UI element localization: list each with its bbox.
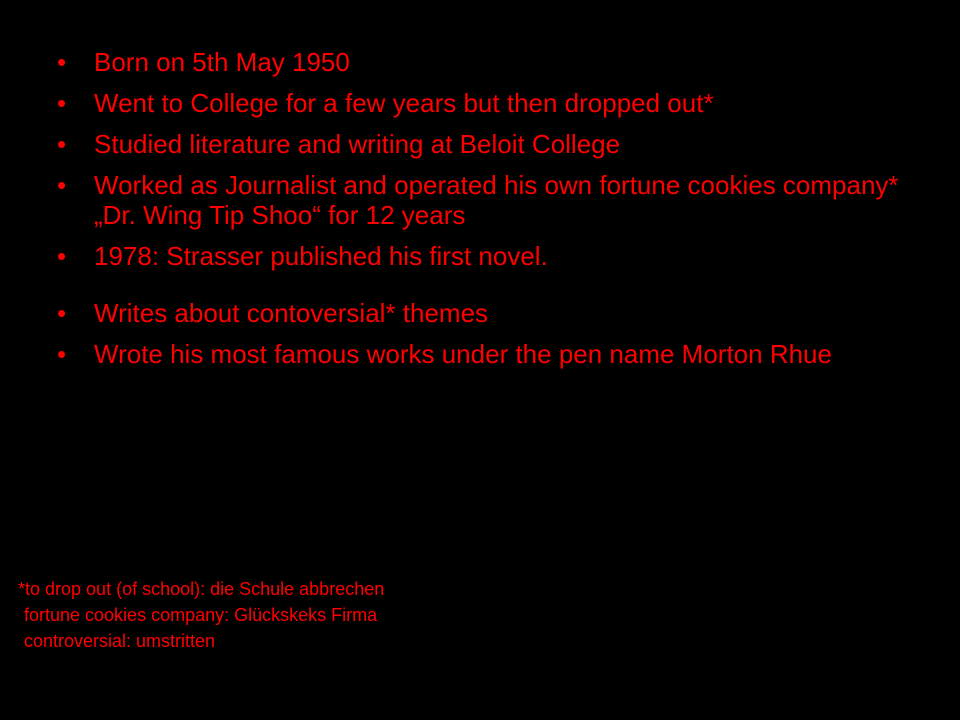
bullet-icon: • — [57, 298, 67, 328]
bullet-item-first-novel — [0, 241, 960, 271]
bullet-text: 1978: Strasser published his first novel. — [94, 241, 548, 271]
bullet-text: Writes about contoversial* themes — [94, 298, 489, 328]
bullet-icon: • — [57, 339, 67, 369]
bullet-text: Born on 5th May 1950 — [94, 47, 350, 77]
bullet-icon: • — [57, 47, 67, 77]
bullet-text: Wrote his most famous works under the pen name Morton Rhue — [94, 339, 832, 369]
footnotes — [18, 576, 384, 654]
bullet-item-college — [0, 88, 960, 118]
bullet-icon: • — [57, 170, 67, 200]
bullet-text: Studied literature and writing at Beloit College — [94, 129, 621, 159]
footnote-controversial: controversial: umstritten — [24, 631, 216, 651]
footnote-drop-out: *to drop out (of school): die Schule abbrechen — [18, 579, 385, 599]
bullet-item-birth — [0, 47, 960, 77]
bullet-item-studies — [0, 129, 960, 159]
bullet-list — [0, 47, 960, 380]
bullet-text: Worked as Journalist and operated his own fortune cookies company* „Dr. Wing Tip Shoo“ for 12 years — [94, 170, 899, 230]
bullet-icon: • — [57, 88, 67, 118]
footnote-fortune-cookies: fortune cookies company: Glückskeks Firma — [24, 605, 378, 625]
bullet-item-pen-name — [0, 339, 960, 369]
bullet-item-journalist — [0, 170, 960, 230]
bullet-icon: • — [57, 241, 67, 271]
bullet-text: Went to College for a few years but then dropped out* — [94, 88, 714, 118]
bullet-icon: • — [57, 129, 67, 159]
bullet-item-themes — [0, 298, 960, 328]
